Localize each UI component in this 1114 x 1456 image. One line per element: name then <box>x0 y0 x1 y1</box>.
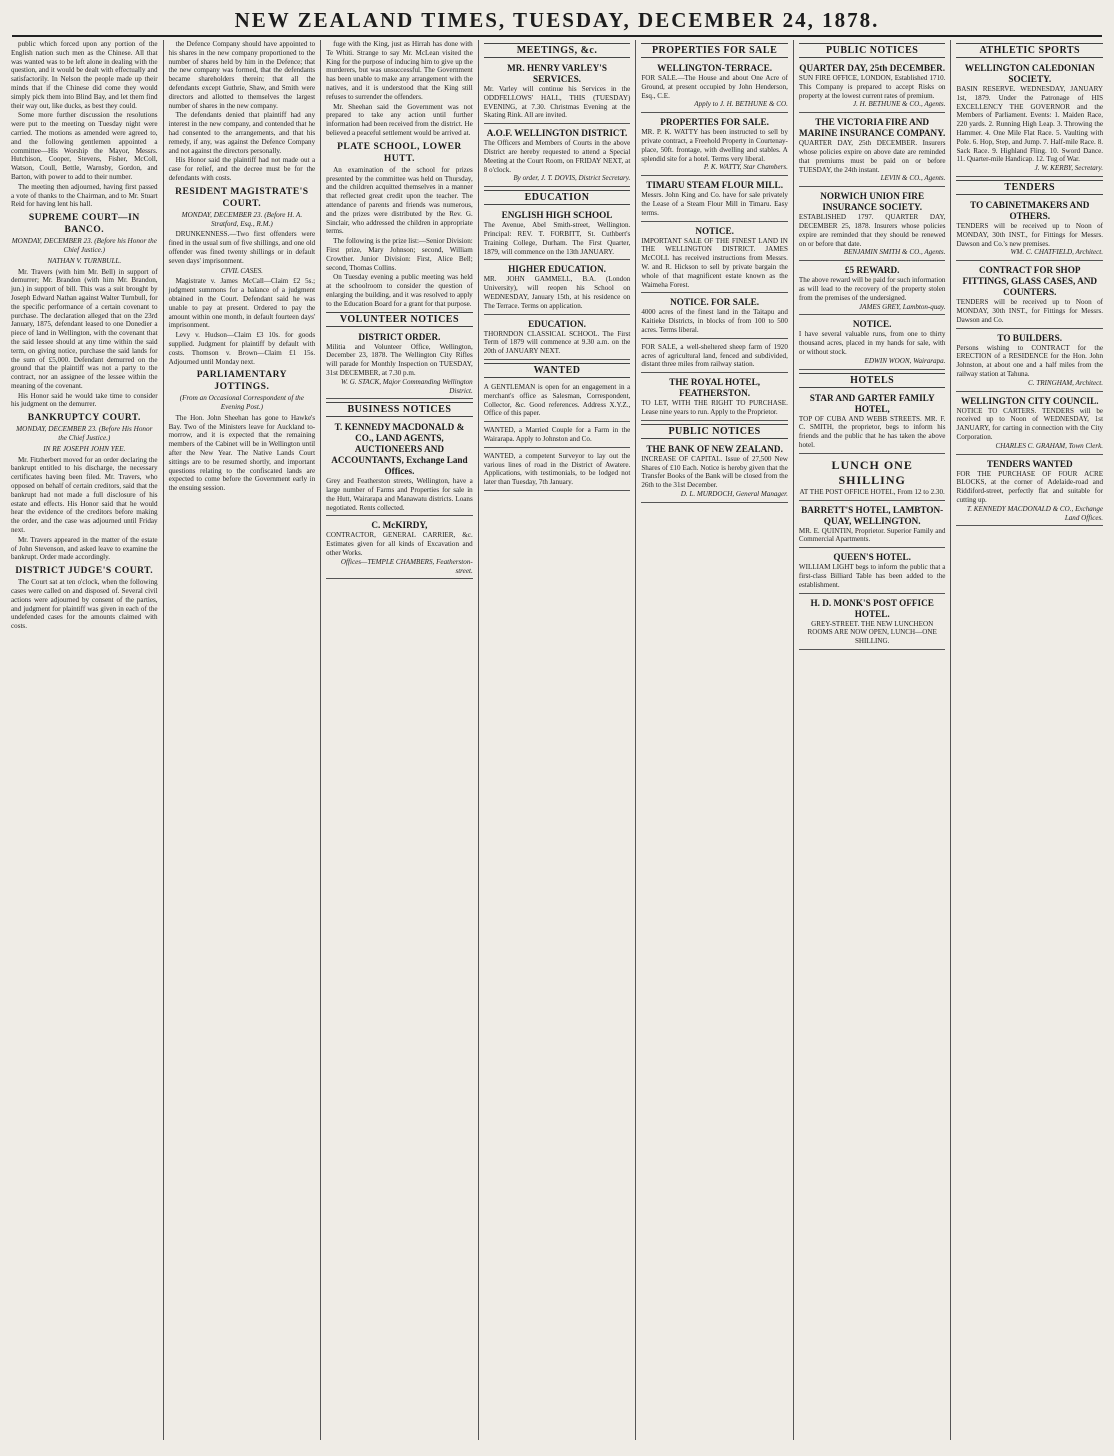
ad-text: FOR SALE.—The House and about One Acre of Ground, at present occupied by John Henderson, Esq., C.E. <box>641 74 788 100</box>
ad-text: INCREASE OF CAPITAL. Issue of 27,500 New Shares of £10 Each. Notice is hereby given that the Transfer Books of the Bank will be closed from the 26th to the 31st December. <box>641 454 788 490</box>
ad-text: FOR SALE, a well-sheltered sheep farm of 1920 acres of agricultural land, fenced and subdivided, distant three miles from railway station. <box>641 342 788 369</box>
article-text: The Hon. John Sheehan has gone to Hawke's Bay. Two of the Ministers leave for Auckland to-morrow, and it is expected that the remaining members of the Cabinet will be in Wellington until after the New Year. The Native Lands Court sittings are to be resumed shortly, and important questions relating to the confiscated lands are expected to come before the Government early in the ensuing session. <box>168 413 316 493</box>
ad-title: QUEEN'S HOTEL. <box>833 552 911 563</box>
columns <box>6 40 1108 1440</box>
ad-text: SUN FIRE OFFICE, LONDON, Established 1710. This Company is prepared to accept Risks on property at the lowest current rates of premium. <box>798 74 946 100</box>
advertisement <box>799 61 946 113</box>
ad-signature: J. H. BETHUNE & CO., Agents. <box>852 100 946 109</box>
advertisement <box>799 115 946 187</box>
ad-title: MR. HENRY VARLEY'S SERVICES. <box>507 63 607 84</box>
subhead: NATHAN V. TURNBULL. <box>47 256 122 265</box>
section-public-notices: PUBLIC NOTICES <box>641 424 788 439</box>
subhead: MONDAY, DECEMBER 23. (Before his Honor the Chief Justice.) <box>11 237 157 254</box>
ad-signature: J. W. KERBY, Secretary. <box>1034 164 1104 173</box>
ad-text: CONTRACTOR, GENERAL CARRIER, &c. Estimates given for all kinds of Excavation and other Works. <box>326 531 473 558</box>
ad-text: The Officers and Members of Courts in the above District are hereby requested to attend a Special Meeting at the Court Room, on FRIDAY NEXT, at 8 o'clock. <box>483 139 631 174</box>
ad-text: WILLIAM LIGHT begs to inform the public that a first-class Billiard Table has been added to the establishment. <box>798 563 946 589</box>
ad-text: Mr. Varley will continue his Services in the ODDFELLOWS' HALL, THIS (TUESDAY) EVENING, at 7.30. Christmas Evening at the Skating Rink. All are invited. <box>483 85 631 120</box>
ad-text: THORNDON CLASSICAL SCHOOL. The First Term of 1879 will commence at 9.30 a.m. on the 20th of JANUARY NEXT. <box>483 329 631 356</box>
advertisement <box>641 295 788 338</box>
ad-signature: BENJAMIN SMITH & CO., Agents. <box>843 248 946 257</box>
ad-title: TO BUILDERS. <box>997 332 1063 343</box>
ad-title: TO CABINETMAKERS AND OTHERS. <box>970 199 1090 221</box>
advertisement <box>799 317 946 369</box>
ad-signature: C. TRINGHAM, Architect. <box>1027 378 1104 387</box>
article-text: Levy v. Hudson—Claim £3 10s. for goods supplied. Judgment for plaintiff by default with costs. Thomson v. Brown—Claim £1 15s. Adjourned until Monday next. <box>168 331 316 366</box>
ad-title: THE VICTORIA FIRE AND MARINE INSURANCE COMPANY. <box>799 117 946 139</box>
ad-signature: LEVIN & CO., Agents. <box>880 174 946 183</box>
ad-text: BASIN RESERVE. WEDNESDAY, JANUARY 1st, 1879. Under the Patronage of HIS EXCELLENCY THE GOVERNOR and the Members of Parliament. Events: 1. Maiden Race, 220 yards. 2. Running High Leap. 3. Throwing the Hammer. 4. One Mile Flat Race. 5. Vaulting with Pole. 6. Hop, Step, and Jump. 7. Half-mile Race. 8. Sack Race. 9. Highland Fling. 10. Sword Dance. 11. Quarter-mile Handicap. 12. Tug of War. <box>956 85 1104 164</box>
column-3 <box>320 40 478 1440</box>
ad-text: Persons wishing to CONTRACT for the ERECTION of a RESIDENCE for the Hon. John Johnston, at about one and a half miles from the railway station at Tahuna. <box>956 343 1104 378</box>
article-text: The defendants denied that plaintiff had any interest in the new company, and contended that he had consented to the arrangements, and that his remedy, if any, was against the Defence Company and not against the directors personally. <box>168 111 316 155</box>
subhead: CIVIL CASES. <box>220 266 263 275</box>
ad-text: TENDERS will be received up to Noon of MONDAY, 30th INST., for Fittings for Messrs. Dawson and Co. <box>956 298 1104 324</box>
ad-text: MR. P. K. WATTY has been instructed to sell by private contract, a Freehold Property in Courtenay-place, 50ft. frontage, with dwelling and stables. A splendid site for a hotel. Terms very liberal. <box>641 128 788 163</box>
article-text: Magistrate v. James McCall—Claim £2 5s.; judgment summons for a balance of a judgment obtained in the Court. Defendant said he was unable to pay at present. Ordered to pay the amount within one month, in default fourteen days' imprisonment. <box>168 277 316 330</box>
advertisement <box>956 331 1103 392</box>
advertisement <box>326 518 473 579</box>
ad-title: HIGHER EDUCATION. <box>508 264 606 275</box>
ad-title: QUARTER DAY, 25th DECEMBER. <box>799 63 946 73</box>
subhead: IN RE JOSEPH JOHN YEE. <box>43 444 126 453</box>
advertisement <box>326 420 473 516</box>
ad-title: EDUCATION. <box>528 318 586 329</box>
ad-title: PROPERTIES FOR SALE. <box>660 117 769 128</box>
subhead: (From an Occasional Correspondent of the Evening Post.) <box>179 394 304 412</box>
headline-district-court: DISTRICT JUDGE'S COURT. <box>15 566 154 577</box>
ad-title: NORWICH UNION FIRE INSURANCE SOCIETY. <box>820 191 925 213</box>
ad-title: THE ROYAL HOTEL, FEATHERSTON. <box>669 377 760 399</box>
ad-text: Grey and Featherston streets, Wellington, have a large number of Farms and Properties for sale in the Hutt, Wairarapa and Manawatu districts. Loans negotiated. Rents collected. <box>326 477 473 512</box>
ad-title: WELLINGTON CITY COUNCIL. <box>960 395 1099 406</box>
article-text: fuge with the King, just as Hirrah has done with Te Whiti. Strange to say Mr. McLean visited the King for the purpose of inducing him to give up the murderers, but was unsuccessful. The Government has been unable to make any arrangement with the natives, and it is understood that the King still refuses to surrender the offenders. <box>326 40 473 101</box>
article-text: His Honor said he would take time to consider his judgment on the demurrer. <box>11 391 158 409</box>
advertisement <box>326 330 473 400</box>
article-text: His Honor said the plaintiff had not made out a case for relief, and the decree must be for the defendants with costs. <box>168 156 316 182</box>
ad-text: GREY-STREET. THE NEW LUNCHEON ROOMS ARE NOW OPEN, LUNCH—ONE SHILLING. <box>807 619 937 646</box>
ad-text: The Avenue, Abel Smith-street, Wellington. Principal: REV. T. FORBITT, St. Cuthbert's Training College, Durham. The First Quarter, 1879, will commence on the 13th JANUARY. <box>483 221 631 256</box>
advertisement <box>641 375 788 421</box>
ad-title: C. McKIRDY, <box>371 520 428 531</box>
ad-title: NOTICE. <box>852 319 892 330</box>
column-7 <box>950 40 1108 1440</box>
ad-title: CONTRACT FOR SHOP FITTINGS, GLASS CASES, AND COUNTERS. <box>962 265 1098 298</box>
advertisement <box>484 450 631 491</box>
ad-signature: D. L. MURDOCH, General Manager. <box>680 489 788 498</box>
article-text: An examination of the school for prizes presented by the committee was held on Thursday, and the children acquitted themselves in a manner that reflected great credit upon the teacher. The attendance of parents and friends was numerous, and the prizes were distributed by the Rev. G. Sinclair, who addressed the children in appropriate terms. <box>326 165 473 236</box>
article-text: DRUNKENNESS.—Two first offenders were fined in the usual sum of five shillings, and one old offender was fined twenty shillings or in default seven days' imprisonment. <box>168 230 316 265</box>
ad-title: NOTICE. FOR SALE. <box>670 297 760 308</box>
subhead: MONDAY, DECEMBER 23. (Before H. A. Stratford, Esq., R.M.) <box>181 210 303 228</box>
advertisement <box>641 178 788 221</box>
advertisement <box>799 391 946 454</box>
section-volunteer-notices: VOLUNTEER NOTICES <box>326 312 473 327</box>
section-public-notices: PUBLIC NOTICES <box>799 43 946 58</box>
ad-text: The above reward will be paid for such information as will lead to the recovery of the property stolen from the premises of the undersigned. <box>798 276 946 302</box>
ad-text: 4000 acres of the finest land in the Taitapu and Kaitieke Districts, in blocks of from 100 to 500 acres. Terms liberal. <box>641 308 788 334</box>
masthead: NEW ZEALAND TIMES, TUESDAY, DECEMBER 24, 1878. <box>12 8 1102 37</box>
ad-signature: CHARLES C. GRAHAM, Town Clerk. <box>995 441 1104 450</box>
article-text: Mr. Sheehan said the Government was not prepared to take any action until further information had been received from the district. He believed a peaceful settlement would be arrived at. <box>326 102 473 137</box>
ad-signature: Offices—TEMPLE CHAMBERS, Featherston-street. <box>340 557 473 575</box>
ad-title: TIMARU STEAM FLOUR MILL. <box>646 180 783 191</box>
advertisement <box>799 263 946 315</box>
column-4 <box>478 40 636 1440</box>
column-6 <box>793 40 951 1440</box>
article-text: public which forced upon any portion of the English nation such men as the Chinese. All that was wanted was to be left alone in dealing with the question, and it would be dealt with effectually and satisfactorily. In Nelson the people made up their minds that if the Chinese did come they would simply pick them into Blind Bay, and let them find their way out, like ducks, as best they could. <box>11 40 158 110</box>
ad-title: £5 REWARD. <box>844 265 900 276</box>
ad-title: STAR AND GARTER FAMILY HOTEL, <box>809 392 935 414</box>
article-text: Mr. Fitzherbert moved for an order declaring the bankrupt entitled to his discharge, the necessary certificates having been filed. Mr. Travers, who opposed on behalf of certain creditors, said that the bankrupt had not made a full disclosure of his estate and effects. His Honor said that he would hear the evidence of the creditors before making the order, and the case was adjourned until Friday next. <box>11 455 158 535</box>
headline-plate-school: PLATE SCHOOL, LOWER HUTT. <box>337 141 462 164</box>
ad-title: NOTICE. <box>695 225 734 236</box>
advertisement <box>799 596 946 650</box>
advertisement <box>641 341 788 373</box>
ad-title: WELLINGTON-TERRACE. <box>657 63 773 73</box>
ad-text: QUARTER DAY, 25th DECEMBER. Insurers whose policies expire on above date are reminded that premiums must be paid on or before TUESDAY, the 24th instant. <box>798 139 946 174</box>
section-properties-for-sale: PROPERTIES FOR SALE <box>641 43 788 58</box>
ad-title: THE BANK OF NEW ZEALAND. <box>646 443 783 454</box>
column-1 <box>6 40 163 1440</box>
ad-text: IMPORTANT SALE OF THE FINEST LAND IN THE WELLINGTON DISTRICT. JAMES McCOLL has received instructions from Messrs. W. and R. Hickson to sell by private bargain the whole of that magnificent estate known as the Waimeha Forest. <box>641 236 788 289</box>
article-text: On Tuesday evening a public meeting was held at the schoolroom to consider the question of enlarging the building, and it was resolved to apply to the Education Board for a grant for that purpose. <box>326 273 473 308</box>
article-text: Mr. Travers appeared in the matter of the estate of John Stevenson, and asked leave to examine the bankrupt. Order made accordingly. <box>11 535 158 562</box>
ad-title: BARRETT'S HOTEL, LAMBTON-QUAY, WELLINGTON. <box>801 504 944 526</box>
ad-text: WANTED, a competent Surveyor to lay out the various lines of road in the District of Awatere. Applications, with testimonials, to be lodged not later than Tuesday, 7th January. <box>483 451 631 487</box>
section-athletic-sports: ATHLETIC SPORTS <box>956 43 1103 58</box>
ad-signature: EDWIN WOON, Wairarapa. <box>864 356 946 365</box>
ad-signature: W. G. STACK, Major Commanding Wellington District. <box>340 377 473 395</box>
ad-text: WANTED, a Married Couple for a Farm in the Wairarapa. Apply to Johnston and Co. <box>483 426 631 443</box>
ad-display-line: LUNCH ONE SHILLING <box>831 457 913 487</box>
ad-text: A GENTLEMAN is open for an engagement in a merchant's office as Salesman, Correspondent, Collector, &c. Good references. Address X.Y.Z., Office of this paper. <box>483 382 631 418</box>
article-text: The Court sat at ten o'clock, when the following cases were called on and disposed of. Several civil actions were adjourned by consent of the parties, and judgment for plaintiff was given in each of the undefended cases for the amounts claimed with costs. <box>11 578 158 631</box>
advertisement <box>484 262 631 314</box>
ad-title: DISTRICT ORDER. <box>358 331 441 342</box>
ad-text: ESTABLISHED 1797. QUARTER DAY, DECEMBER 25, 1878. Insurers whose policies expire are reminded that they should be renewed on or before that date. <box>798 213 946 248</box>
headline-supreme-court: SUPREME COURT—IN BANCO. <box>28 213 140 236</box>
ad-text: MR. E. QUINTIN, Proprietor. Superior Family and Commercial Apartments. <box>798 526 946 544</box>
ad-signature: P. K. WATTY, Star Chambers. <box>703 163 788 172</box>
advertisement <box>956 198 1103 261</box>
ad-text: MR. JOHN GAMMELL, B.A. (London University), will reopen his School on WEDNESDAY, January 15th, at his residence on The Terrace. Terms on application. <box>483 275 631 310</box>
article-text: Mr. Travers (with him Mr. Bell) in support of demurrer; Mr. Brandon (with him Mr. Brandon, jun.) in support of bill. This was a suit brought by Joseph Edward Nathan against Walter Turnbull, for the specific performance of a certain covenant to purchase. The declaration alleged that on the 23rd January, 1875, defendant leased to one Donedier a piece of land in Wellington, with the covenant that the said lessee should at any time within the said term, on giving notice, purchase the said lands for the sum of £5,000. Defendant demurred on the ground that the plaintiff was not a party to the contract, nor an assignee of the lessee within the meaning of the covenant. <box>11 267 158 390</box>
advertisement <box>484 317 631 360</box>
ad-title: A.O.F. WELLINGTON DISTRICT. <box>486 128 628 139</box>
advertisement <box>956 394 1103 455</box>
advertisement <box>799 550 946 593</box>
headline-magistrates-court: RESIDENT MAGISTRATE'S COURT. <box>175 186 309 209</box>
ad-title: ENGLISH HIGH SCHOOL <box>501 210 613 221</box>
advertisement <box>641 61 788 113</box>
advertisement <box>641 224 788 294</box>
advertisement <box>484 126 631 187</box>
advertisement <box>956 263 1103 328</box>
ad-text: FOR THE PURCHASE OF FOUR ACRE BLOCKS, at the corner of Adelaide-road and Riddiford-street, perfectly flat and suitable for cutting up. <box>956 469 1104 504</box>
ad-text: AT THE POST OFFICE HOTEL, From 12 to 2.30. <box>799 487 945 496</box>
advertisement <box>956 457 1103 527</box>
ad-text: Messrs. John King and Co. have for sale privately the Lease of a Steam Flour Mill in Timaru. Easy terms. <box>641 191 788 217</box>
ad-signature: T. KENNEDY MACDONALD & CO., Exchange Land Offices. <box>966 504 1104 522</box>
headline-parliamentary: PARLIAMENTARY JOTTINGS. <box>196 370 287 393</box>
ad-text: I have several valuable runs, from one to thirty thousand acres, placed in my hands for sale, with or without stock. <box>798 330 946 356</box>
ad-signature: By order, J. T. DOVIS, District Secretary. <box>513 174 631 183</box>
section-hotels: HOTELS <box>799 373 946 388</box>
advertisement <box>799 189 946 261</box>
article-text: the Defence Company should have appointed to his shares in the new company proportioned to the number of shares held by him in the Defence; that the new company was formed, that the defendants became shareholders therein; that all the defendants except Guthrie, Shaw, and Smith were directors and allotted to themselves the largest number of shares in the new company. <box>168 40 316 110</box>
subhead: MONDAY, DECEMBER 23. (Before His Honor the Chief Justice.) <box>16 425 153 443</box>
ad-title: T. KENNEDY MACDONALD & CO., LAND AGENTS, AUCTIONEERS AND ACCOUNTANTS, Exchange Land Offices. <box>331 422 468 477</box>
advertisement <box>484 61 631 124</box>
ad-title: WELLINGTON CALEDONIAN SOCIETY. <box>964 63 1095 84</box>
ad-text: TO LET, WITH THE RIGHT TO PURCHASE. Lease nine years to run. Apply to the Proprietor. <box>641 399 788 416</box>
ad-title: TENDERS WANTED <box>986 458 1073 469</box>
section-business-notices: BUSINESS NOTICES <box>326 402 473 417</box>
ad-signature: WM. C. CHATFIELD, Architect. <box>1010 248 1104 257</box>
section-wanted: WANTED <box>484 363 631 378</box>
column-5 <box>635 40 793 1440</box>
section-meetings: MEETINGS, &c. <box>484 43 631 58</box>
advertisement <box>484 381 631 422</box>
ad-text: TOP OF CUBA AND WEBB STREETS. MR. F. C. SMITH, the proprietor, begs to inform his friends and the public that he has taken the above hotel. <box>798 414 946 449</box>
advertisement <box>484 424 631 448</box>
advertisement <box>956 61 1103 177</box>
advertisement <box>799 503 946 549</box>
ad-text: TENDERS will be received up to Noon of MONDAY, 30th INST., for Fittings for Messrs. Dawson and Co.'s new premises. <box>956 221 1104 248</box>
ad-text: Militia and Volunteer Office, Wellington, December 23, 1878. The Wellington City Rifles will parade for Monthly Inspection on TUESDAY, 31st DECEMBER, at 7.30 p.m. <box>326 342 473 377</box>
column-2 <box>163 40 321 1440</box>
article-text: The meeting then adjourned, having first passed a vote of thanks to the Chairman, and to Mr. Stuart Reid for having lent his hall. <box>11 182 158 209</box>
advertisement <box>799 456 946 501</box>
ad-text: NOTICE TO CARTERS. TENDERS will be received up to Noon of WEDNESDAY, 1st JANUARY, for carting in connection with the City Corporation. <box>956 406 1104 441</box>
headline-bankruptcy-court: BANKRUPTCY COURT. <box>27 413 141 424</box>
advertisement <box>641 442 788 503</box>
advertisement <box>641 115 788 176</box>
section-tenders: TENDERS <box>956 180 1103 195</box>
advertisement <box>484 208 631 260</box>
section-education: EDUCATION <box>484 190 631 205</box>
ad-signature: Apply to J. H. BETHUNE & CO. <box>694 100 788 109</box>
article-text: The following is the prize list:—Senior Division: First prize, Mary Johnson; second, William Crowther. Junior Division: First, Alice Bell; second, Thomas Collins. <box>326 237 473 272</box>
ad-signature: JAMES GREY, Lambton-quay. <box>859 302 946 311</box>
ad-title: H. D. MONK'S POST OFFICE HOTEL. <box>810 597 934 619</box>
article-text: Some more further discussion the resolutions were put to the meeting on Tuesday night were carried. The motions as amended were agreed to, and the following gentlemen appointed a committee—His Worship the Mayor, Messrs. Hutchison, Cooper, Stevens, Fisher, McColl, Watson, Coull, Bettle, Warnsby, Gordon, and Barton, with power to add to their number. <box>11 111 158 181</box>
